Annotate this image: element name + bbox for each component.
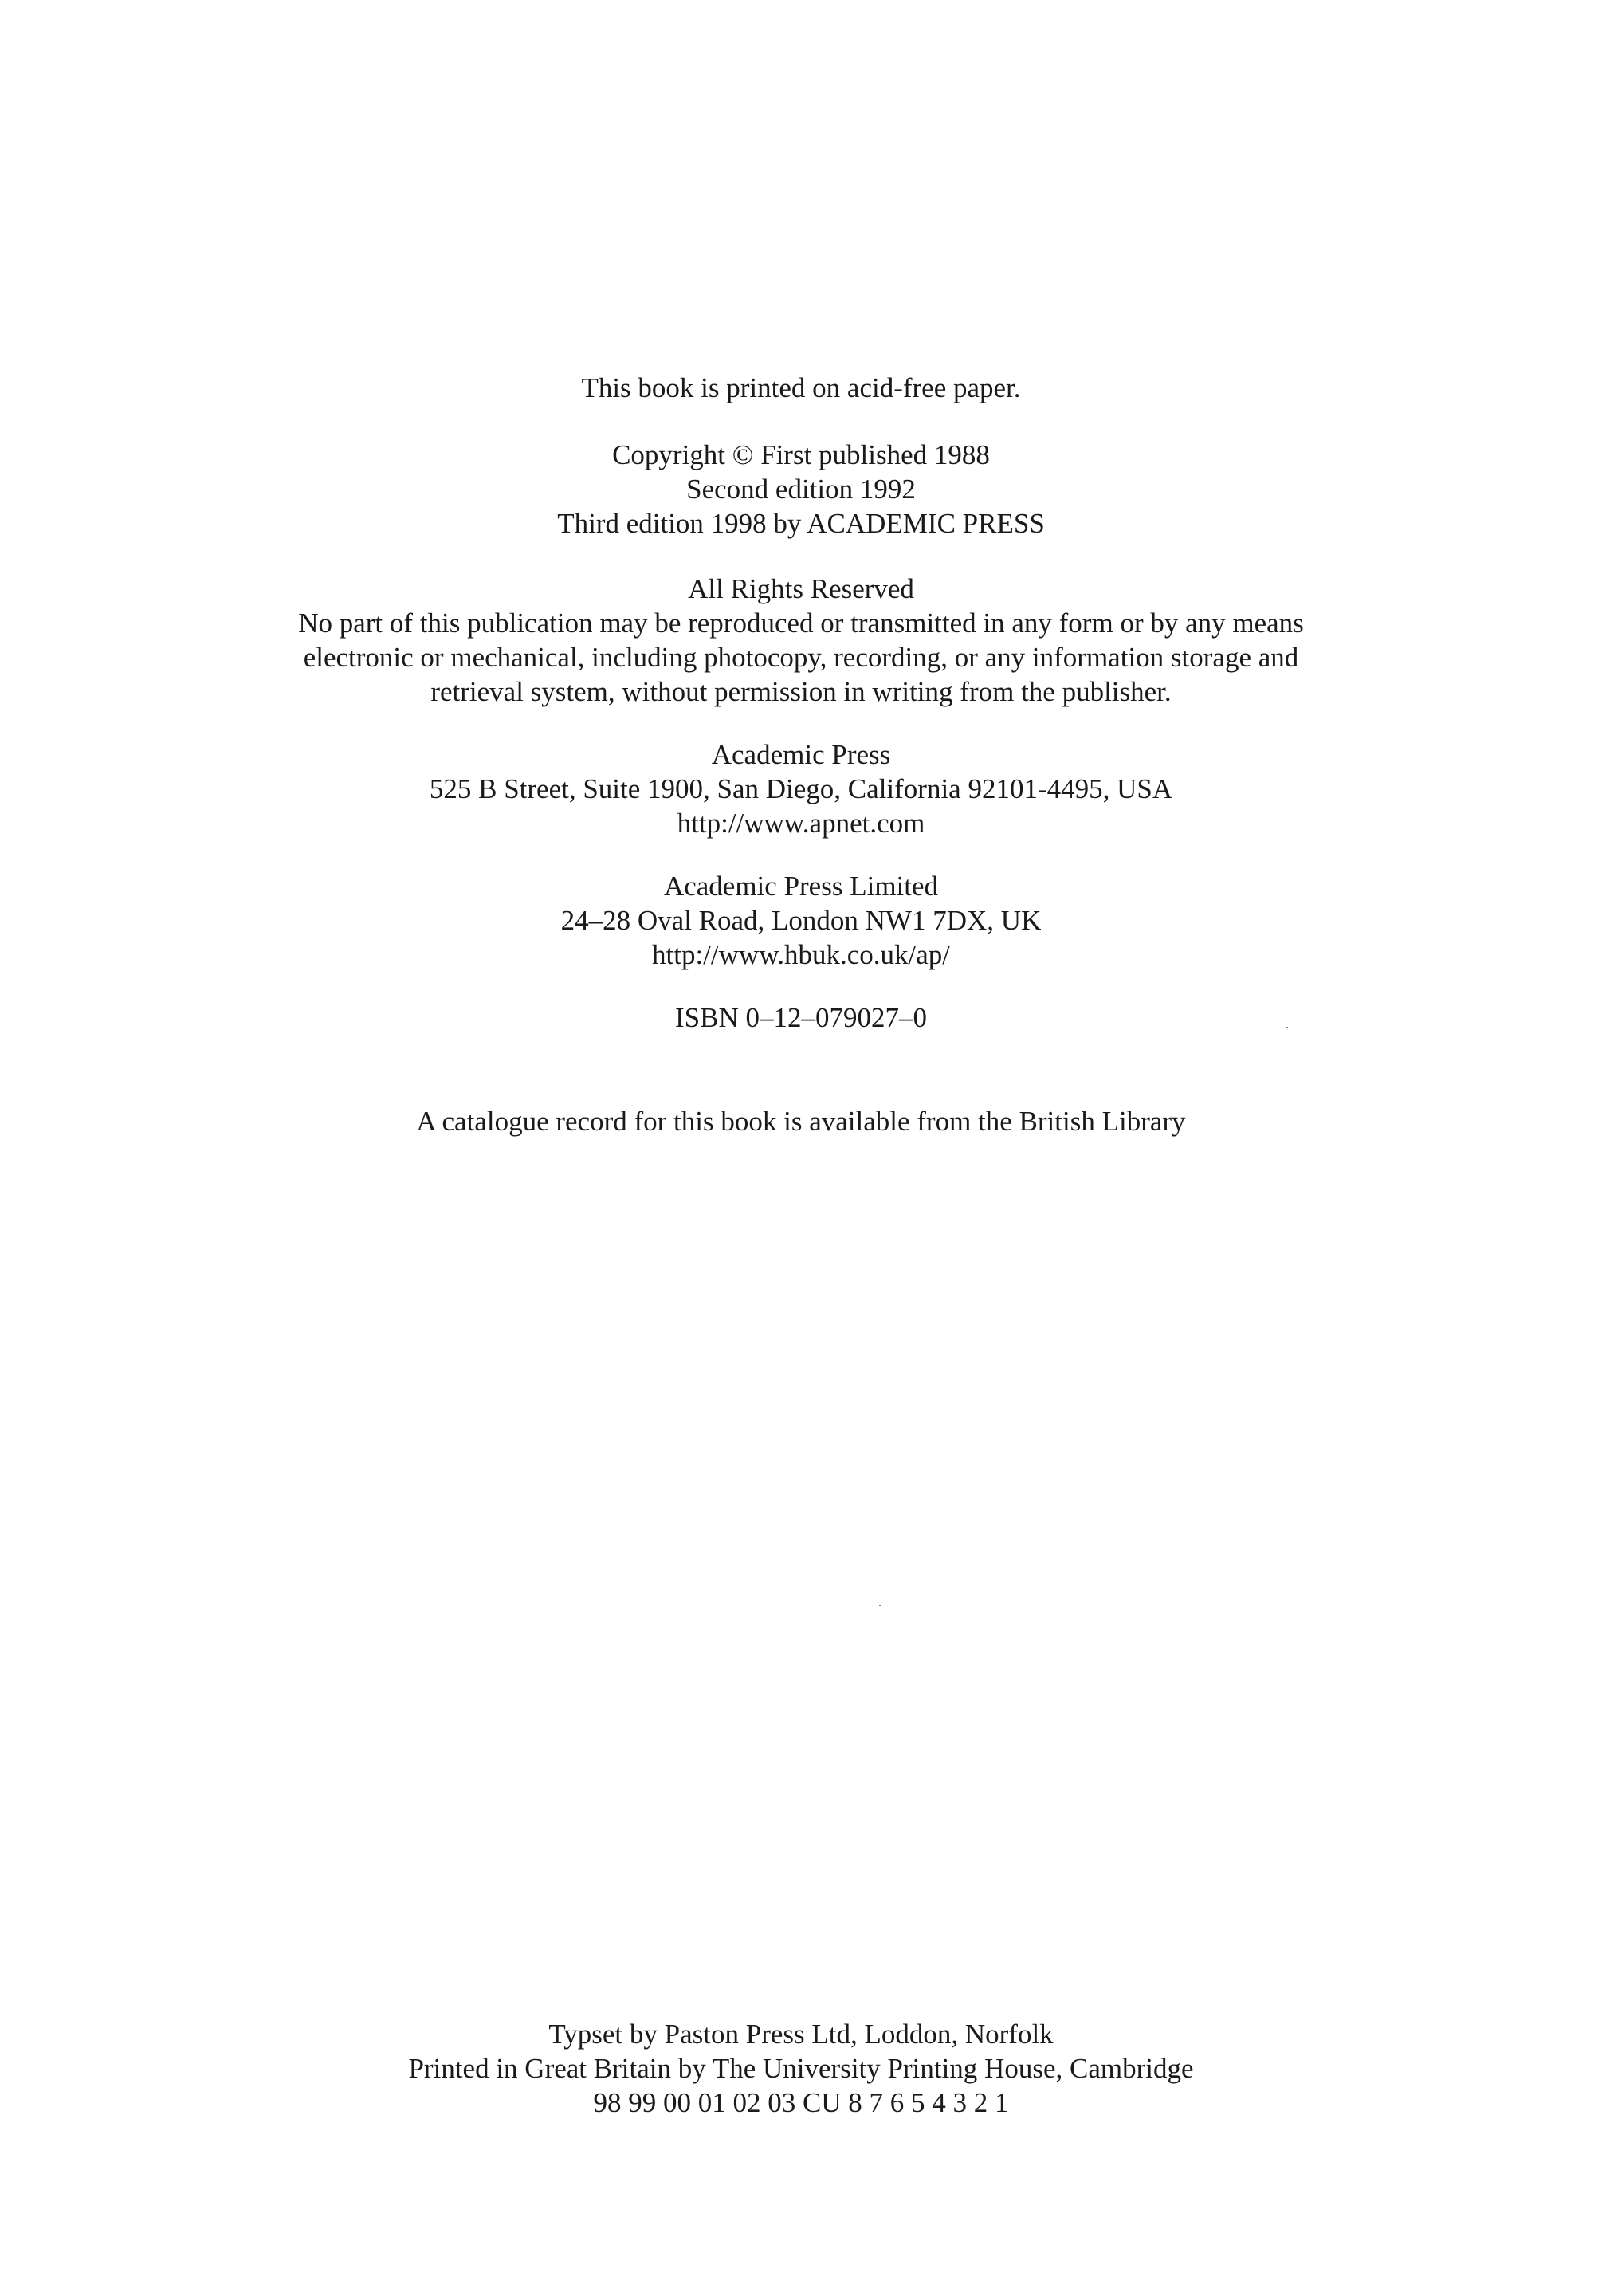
publisher-us-address <box>0 737 1602 840</box>
rights-reserved-notice <box>0 572 1602 709</box>
copyright-line-1: Copyright © First published 1988 <box>612 439 990 470</box>
rights-heading: All Rights Reserved <box>688 573 914 604</box>
isbn-number: ISBN 0–12–079027–0 <box>675 1002 927 1033</box>
publisher-uk-url: http://www.hbuk.co.uk/ap/ <box>652 939 950 970</box>
typeset-credit: Typset by Paston Press Ltd, Loddon, Norfolk <box>548 2019 1054 2050</box>
acid-free-text: This book is printed on acid-free paper. <box>581 372 1021 403</box>
rights-line-3: retrieval system, without permission in writing from the publisher. <box>430 676 1172 707</box>
publisher-us-street: 525 B Street, Suite 1900, San Diego, California 92101-4495, USA <box>429 773 1173 804</box>
printer-credits <box>0 2017 1602 2120</box>
rights-line-2: electronic or mechanical, including photocopy, recording, or any information storage and <box>303 642 1299 673</box>
publisher-uk-name: Academic Press Limited <box>663 871 939 902</box>
catalogue-text: A catalogue record for this book is available from the British Library <box>416 1106 1186 1137</box>
publisher-uk-address <box>0 869 1602 972</box>
rights-line-1: No part of this publication may be reproduced or transmitted in any form or by any means <box>298 607 1304 639</box>
copyright-notice <box>0 438 1602 541</box>
scan-speck <box>879 1605 881 1606</box>
copyright-line-3: Third edition 1998 by ACADEMIC PRESS <box>557 508 1045 539</box>
acid-free-notice <box>0 371 1602 405</box>
impression-line: 98 99 00 01 02 03 CU 8 7 6 5 4 3 2 1 <box>593 2087 1009 2118</box>
publisher-us-url: http://www.apnet.com <box>677 808 925 839</box>
isbn-block <box>0 1001 1602 1035</box>
publisher-uk-street: 24–28 Oval Road, London NW1 7DX, UK <box>560 905 1042 936</box>
printed-credit: Printed in Great Britain by The University Printing House, Cambridge <box>408 2053 1194 2084</box>
copyright-line-2: Second edition 1992 <box>686 474 916 505</box>
publisher-us-name: Academic Press <box>711 739 891 770</box>
scan-speck <box>1286 1027 1288 1028</box>
catalogue-record-notice <box>0 1104 1602 1138</box>
